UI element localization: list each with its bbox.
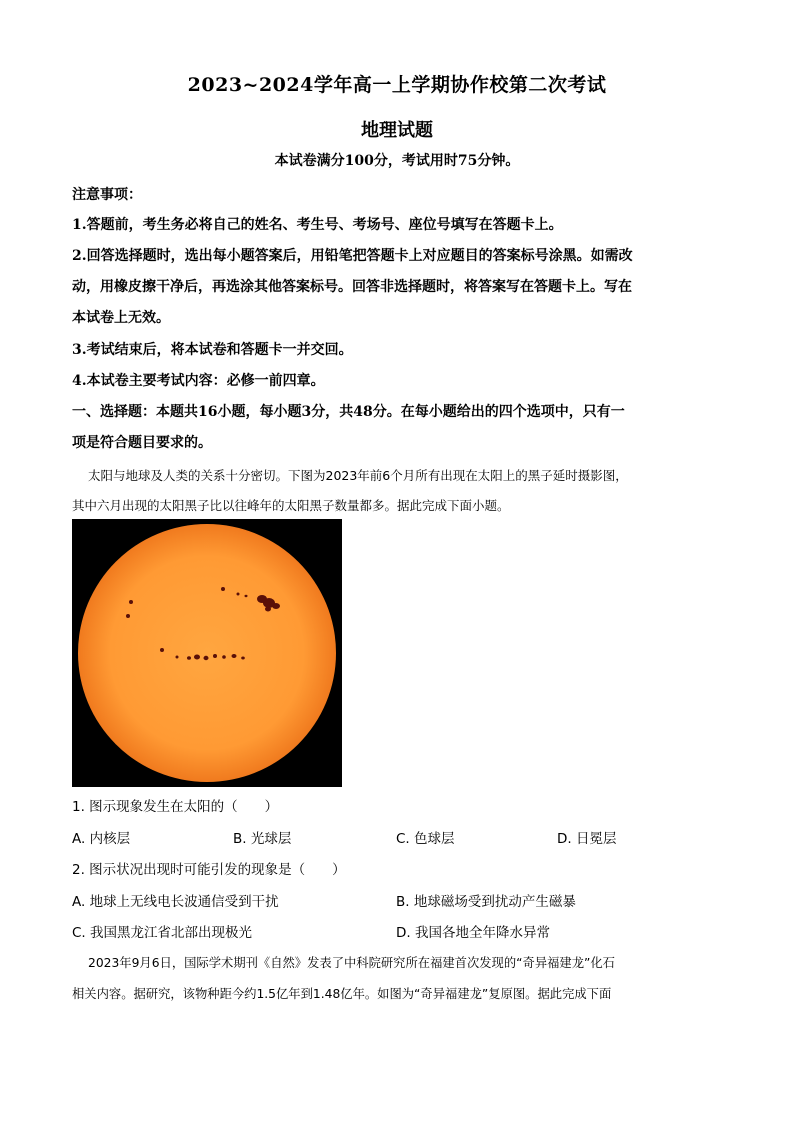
sun-icon [72, 519, 342, 787]
notice-item-1: 1.答题前，考生务必将自己的姓名、考生号、考场号、座位号填写在答题卡上。 [72, 217, 563, 233]
notice-item-2-line3: 本试卷上无效。 [72, 310, 170, 326]
passage2-line2: 相关内容。据研究，该物种距今约1.5亿年到1.48亿年。如图为“奇异福建龙”复原图。据此完成下面 [72, 987, 612, 1001]
notice-heading: 注意事项： [72, 187, 142, 203]
q1-option-c: C. 色球层 [396, 831, 455, 847]
passage2-line1: 2023年9月6日，国际学术期刊《自然》发表了中科院研究所在福建首次发现的“奇异福建龙”化石 [88, 956, 615, 970]
q2-option-c: C. 我国黑龙江省北部出现极光 [72, 925, 253, 941]
sunspot-photo [72, 519, 342, 787]
subject-title: 地理试题 [361, 120, 433, 141]
notice-item-2-line1: 2.回答选择题时，选出每小题答案后，用铅笔把答题卡上对应题目的答案标号涂黑。如需改 [72, 248, 633, 264]
q1-option-b: B. 光球层 [233, 831, 292, 847]
q1-option-d: D. 日冕层 [557, 831, 617, 847]
score-note: 本试卷满分100分，考试用时75分钟。 [274, 153, 520, 169]
q2-option-d: D. 我国各地全年降水异常 [396, 925, 550, 941]
q1-option-a: A. 内核层 [72, 831, 131, 847]
q2-stem: 2. 图示状况出现时可能引发的现象是（ ） [72, 862, 346, 878]
section1-heading-line1: 一、选择题：本题共16小题，每小题3分，共48分。在每小题给出的四个选项中，只有一 [72, 404, 625, 420]
exam-title: 2023~2024学年高一上学期协作校第二次考试 [187, 74, 607, 96]
q1-stem: 1. 图示现象发生在太阳的（ ） [72, 799, 279, 815]
section1-heading-line2: 项是符合题目要求的。 [72, 435, 212, 451]
passage1-line2: 其中六月出现的太阳黑子比以往峰年的太阳黑子数量都多。据此完成下面小题。 [72, 498, 510, 513]
passage1-line1: 太阳与地球及人类的关系十分密切。下图为2023年前6个月所有出现在太阳上的黑子延时摄影图， [88, 468, 628, 483]
notice-item-4: 4.本试卷主要考试内容：必修一前四章。 [72, 373, 325, 389]
sun-disk [78, 524, 336, 782]
q2-option-a: A. 地球上无线电长波通信受到干扰 [72, 894, 279, 910]
notice-item-2-line2: 动，用橡皮擦干净后，再选涂其他答案标号。回答非选择题时，将答案写在答题卡上。写在 [72, 279, 632, 295]
q2-option-b: B. 地球磁场受到扰动产生磁暴 [396, 894, 576, 910]
notice-item-3: 3.考试结束后，将本试卷和答题卡一并交回。 [72, 342, 353, 358]
